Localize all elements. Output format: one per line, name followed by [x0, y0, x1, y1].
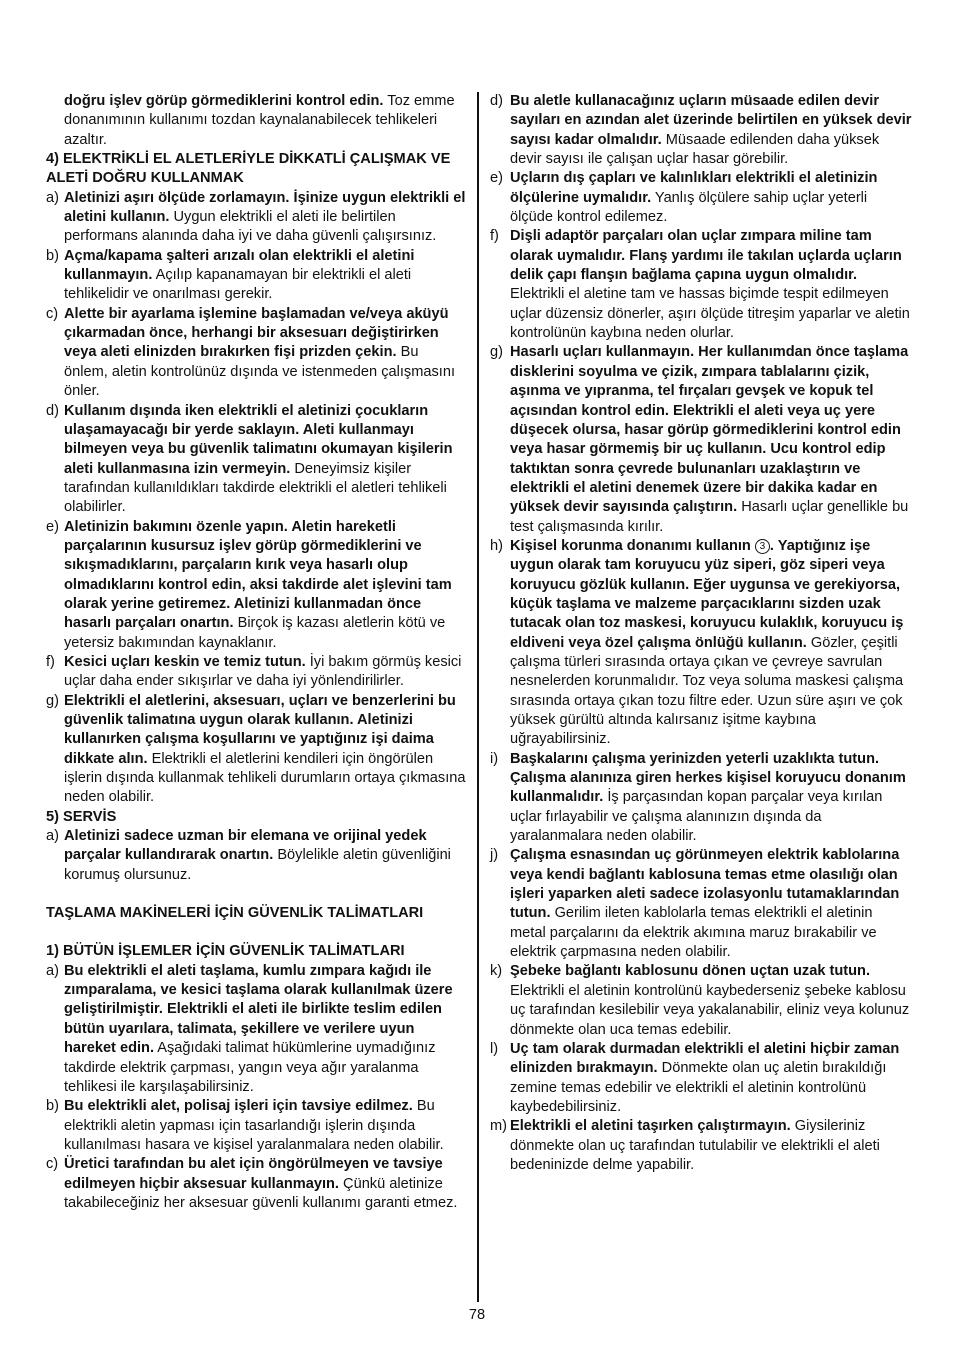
item-text: Giysileriniz dönmekte olan uç tarafından tutulabilir ve elektrikli el aleti bedeninizde delme yapabilir. — [510, 1118, 880, 1173]
item-bold-text: Kişisel korunma donanımı kullanın — [510, 537, 751, 554]
item-bold-text: Elektrikli el aletini taşırken çalıştırmayın. — [510, 1118, 791, 1135]
column-divider — [477, 92, 479, 1302]
item-bold-text: Elektrikli el aletlerini, aksesuarı, uçları ve benzerlerini bu güvenlik talimatına uygun olarak kullanın. Aletinizi kullanırken çalışma koşullarını ve yaptığınız işi daima dikkate alın. — [64, 692, 456, 767]
item-bold-text: Üretici tarafından bu alet için öngörülmeyen ve tavsiye edilmeyen hiçbir aksesuar kullanmayın. — [64, 1156, 443, 1192]
item-label: j) — [490, 847, 499, 864]
item-bold-text: Kesici uçları keskin ve temiz tutun. — [64, 653, 306, 670]
list-item — [490, 169, 912, 227]
item-bold-text: Aletinizi aşırı ölçüde zorlamayın. İşinize uygun elektrikli el aletini kullanın. — [64, 189, 466, 226]
item-label: l) — [490, 1040, 499, 1057]
item-text: Bu önlem, aletin kontrolünüz dışında ve istenmeden çalışmasını önler. — [64, 344, 456, 400]
right-column — [490, 92, 912, 1175]
item-label: c) — [46, 1156, 59, 1173]
list-item — [490, 1040, 912, 1117]
item-text: Hasarlı uçlar genellikle bu test çalışmasında kırılır. — [510, 499, 909, 535]
list-item — [46, 962, 466, 1097]
item-label: k) — [490, 963, 503, 980]
list-item — [46, 305, 466, 402]
list-item — [490, 962, 912, 1039]
item-label: a) — [46, 189, 59, 206]
item-label: b) — [46, 247, 59, 264]
item-label: f) — [46, 653, 55, 670]
item-text: Deneyimsiz kişiler tarafından kullanıldıkları takdirde elektrikli el aletleri tehlikeli olabilirler. — [64, 460, 447, 516]
item-text: Çünkü aletinize takabileceğiniz her aksesuar güvenli kullanımı garanti etmez. — [64, 1175, 458, 1211]
item-label: m) — [490, 1118, 508, 1135]
left-column — [46, 92, 466, 1213]
item-label: i) — [490, 750, 499, 767]
item-bold-text: Aletinizi sadece uzman bir elemana ve orijinal yedek parçalar kullandırarak onartın. — [64, 828, 427, 864]
list-item — [46, 402, 466, 518]
continuation-paragraph: doğru işlev görüp görmediklerini kontrol edin. Toz emme donanımının kullanımı tozdan kaynalanabilecek tehlikeleri azaltır. — [64, 93, 455, 148]
page-number: 78 — [468, 1307, 486, 1323]
item-label: a) — [46, 828, 59, 845]
list-item — [46, 827, 466, 885]
item-text: Böylelikle aletin güvenliğini korumuş olursunuz. — [64, 847, 451, 883]
document-heading: TAŞLAMA MAKİNELERİ İÇİN GÜVENLİK TALİMATLARI — [46, 905, 424, 922]
item-text: Elektrikli el aletine tam ve hassas biçimde tespit edilmeyen uçlar düzensiz dönerler, aşırı ölçüde titreşim yaparlar ve aletin kontrolünün kaybına neden olurlar. — [510, 286, 910, 342]
item-text: Uygun elektrikli el aleti ile belirtilen performans alanında daha iyi ve daha güvenli çalışırsınız. — [64, 209, 437, 245]
list-item — [490, 92, 912, 169]
item-bold-text: Şebeke bağlantı kablosunu dönen uçtan uzak tutun. — [510, 963, 871, 980]
item-bold-text: Uç tam olarak durmadan elektrikli el aletini hiçbir zaman elinizden bırakmayın. — [510, 1040, 900, 1077]
item-bold-text: Çalışma esnasından uç görünmeyen elektrik kablolarına veya kendi bağlantı kablosuna temas etme olasılığı olan işleri yaparken aleti sadece izolasyonlu tutamaklarından tutun. — [510, 847, 900, 922]
item-text: İş parçasından kopan parçalar veya kırılan uçlar fırlayabilir ve çalışma alanınızın dışında da yaralanmalara neden olabilir. — [510, 789, 883, 845]
item-bold-text: Açma/kapama şalteri arızalı olan elektrikli el aletini kullanmayın. — [64, 247, 415, 284]
item-label: b) — [46, 1098, 59, 1115]
item-bold-text: Bu aletle kullanacağınız uçların müsaade edilen devir sayıları en azından alet üzerinde belirtilen en yüksek devir sayısı kadar olmalıdır. — [510, 93, 912, 148]
item-label: d) — [46, 402, 59, 419]
right-list — [490, 92, 912, 1175]
section-heading-5: 5) SERVİS — [46, 808, 117, 825]
item-label: g) — [46, 692, 59, 709]
list-item — [46, 653, 466, 692]
item-text: Bu elektrikli aletin yapması için tasarlandığı işlerin dışında kullanılması hasara ve kişisel yaralanmalara neden olabilir. — [64, 1098, 444, 1153]
item-bold-text: Hasarlı uçları kullanmayın. Her kullanımdan önce taşlama disklerini soyulma ve çizik, zımpara tablalarını çizik, aşınma ve yıpranma, tel fırçaları gevşek ve kopuk tel açısından kontrol edin. Elektrikli el aleti veya uç yere düşecek olursa, hasar görüp görmediklerini kontrol edin veya hasar görmemiş bir uç kullanın. Ucu kontrol edip taktıktan sonra çevrede bulunanları uzaklaştırın ve elektrikli el aletini denemek üzere bir dakika kadar en yüksek devir sayısında çalıştırın. — [510, 344, 909, 516]
list-item — [46, 189, 466, 247]
item-bold-text: Dişli adaptör parçaları olan uçlar zımpara miline tam olarak uymalıdır. Flanş yardımı ile takılan uçlarda uçların delik çapı flanşın bağlama çapına uygun olmalıdır. — [510, 228, 902, 284]
list-item — [490, 750, 912, 847]
list-item — [490, 1117, 912, 1175]
section-4-list — [46, 189, 466, 808]
item-bold-text: Başkalarını çalışma yerinizden yeterli uzaklıkta tutun. Çalışma alanınıza giren herkes kişisel koruyucu donanım kullanmalıdır. — [510, 750, 906, 806]
list-item — [490, 227, 912, 343]
list-item — [490, 537, 912, 750]
item-bold-text: Alette bir ayarlama işlemine başlamadan ve/veya aküyü çıkarmadan önce, herhangi bir aksesuarı değiştirirken veya aleti elinizden bırakırken fişi prizden çekin. — [64, 305, 449, 361]
item-bold-text: Bu elektrikli alet, polisaj işleri için tavsiye edilmez. — [64, 1098, 413, 1115]
list-item — [490, 846, 912, 962]
item-label: c) — [46, 305, 59, 322]
item-bold-text: Uçların dış çapları ve kalınlıkları elektrikli el aletinizin ölçülerine uymalıdır. — [510, 170, 878, 206]
item-text: Gözler, çeşitli çalışma türleri sırasında ortaya çıkan ve çevreye savrulan nesnelerden korunmalıdır. Toz veya soluma maskesi çalışma sırasında ortaya çıkan tozu filtre eder. Uzun süre aşırı ve çok yüksek gürültü altında kalırsanız işitme kaybına uğrayabilirsiniz. — [510, 634, 904, 748]
item-label: a) — [46, 962, 59, 979]
item-text: İyi bakım görmüş kesici uçlar daha ender sıkışırlar ve daha iyi yönlendirilirler. — [64, 653, 462, 690]
item-text: Birçok iş kazası aletlerin kötü ve yetersiz bakımından kaynaklanır. — [64, 615, 446, 651]
list-item — [46, 518, 466, 653]
item-text: Aşağıdaki talimat hükümlerine uymadığınız takdirde elektrik çarpması, yangın veya ağır yaralanma tehlikesi ile karşılaşabilirsiniz. — [64, 1040, 436, 1095]
section-1-list — [46, 962, 466, 1213]
list-item — [46, 692, 466, 808]
list-item — [46, 1155, 466, 1213]
item-label: e) — [46, 518, 59, 535]
item-text: Elektrikli el aletlerini kendileri için öngörülen işlerin dışında kullanmak tehlikeli durumların ortaya çıkmasına neden olabilir. — [64, 750, 466, 806]
section-5-list — [46, 827, 466, 885]
item-label: f) — [490, 228, 499, 245]
item-bold-text: Kullanım dışında iken elektrikli el aletinizi çocukların ulaşamayacağı bir yerde saklayın. Aleti kullanmayı bilmeyen veya bu güvenlik talimatını okumayan kişilerin aleti kullanmasına izin vermeyin. — [64, 402, 453, 477]
item-label: h) — [490, 537, 503, 554]
item-bold-text: . Yaptığınız işe uygun olarak tam koruyucu yüz siperi, göz siperi veya koruyucu gözlük kullanın. Eğer uygunsa ve gerekiyorsa, küçük taşlama ve malzeme parçacıklarını sizden uzak tutacak olan toz maskesi, koruyucu kulaklık, koruyucu iş eldiveni veya özel çalışma önlüğü kullanın. — [510, 537, 904, 651]
section-heading-1: 1) BÜTÜN İŞLEMLER İÇİN GÜVENLİK TALİMATLARI — [46, 943, 405, 960]
item-label: d) — [490, 93, 503, 109]
item-text: Yanlış ölçülere sahip uçlar yeterli ölçüde kontrol edilemez. — [510, 189, 868, 226]
item-bold-text: Aletinizin bakımını özenle yapın. Aletin hareketli parçalarının kusursuz işlev görüp görmediklerini ve sıkışmadıklarını, parçaların kırık veya hasarlı olup olmadıklarını kontrol edin, aksi takdirde alet işlevini tam olarak yerine getiremez. Aletinizi kullanmadan önce hasarlı parçaları onartın. — [64, 518, 452, 632]
figure-reference-circle: 3 — [755, 539, 770, 554]
item-label: e) — [490, 170, 503, 187]
list-item — [46, 247, 466, 305]
list-item — [490, 343, 912, 536]
item-text: Dönmekte olan uç aletin bırakıldığı zemine temas edebilir ve elektrikli el aletinin kontrolünü kaybedebilirsiniz. — [510, 1060, 887, 1115]
item-label: g) — [490, 344, 503, 361]
item-text: Müsaade edilenden daha yüksek devir sayısı ile çalışan uçlar hasar görebilir. — [510, 131, 880, 168]
item-bold-text: Bu elektrikli el aleti taşlama, kumlu zımpara kağıdı ile zımparalama, ve kesici taşlama olarak kullanılmak üzere geliştirilmiştir. Elektrikli el aleti ile birlikte teslim edilen bütün uyarılara, talimata, şekillere ve verilere uyun hareket edin. — [64, 962, 453, 1057]
item-text: Açılıp kapanamayan bir elektrikli el aleti tehlikelidir ve onarılması gerekir. — [64, 267, 412, 303]
item-text: Gerilim ileten kablolarla temas elektrikli el aletinin metal parçalarını da elektrik akımına maruz bırakabilir ve elektrik çarpmasına neden olabilir. — [510, 905, 877, 961]
item-text: Elektrikli el aletinin kontrolünü kaybederseniz şebeke kablosu uç tarafından kesilebilir veya yakalanabilir, eliniz veya kolunuz dönmekte olan uca temas edebilir. — [510, 982, 910, 1038]
list-item — [46, 1097, 466, 1155]
section-heading-4: 4) ELEKTRİKLİ EL ALETLERİYLE DİKKATLİ ÇALIŞMAK VE ALETİ DOĞRU KULLANMAK — [46, 151, 451, 187]
